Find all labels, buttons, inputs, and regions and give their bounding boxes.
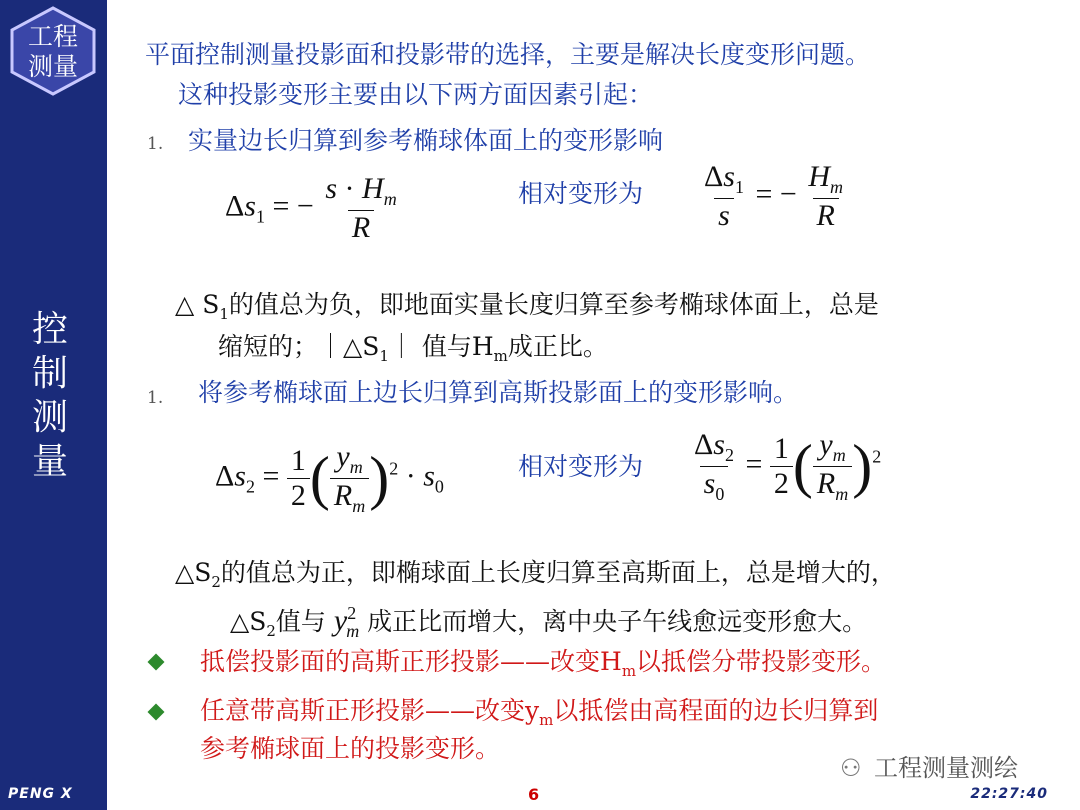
vertical-title-char: 控 xyxy=(31,309,68,350)
formula-delta-s2: $\Delta s_2$ = $\frac{1}{2}$ ( $\frac{y_m}{R_m}$ )$^2 \cdot s_0$ xyxy=(215,440,444,516)
item1-title: 实量边长归算到参考椭球体面上的变形影响 xyxy=(188,126,664,155)
bullet2-line2: 参考椭球面上的投影变形。 xyxy=(200,734,501,763)
vertical-title-char: 制 xyxy=(31,353,68,394)
item1-relative-label: 相对变形为 xyxy=(518,179,644,208)
bullet2-b: 以抵偿由高程面的边长归算到 xyxy=(553,696,879,725)
author-label: PENG X xyxy=(8,786,73,802)
watermark-text: 工程测量测绘 xyxy=(874,754,1018,782)
clock-time: 22:27:40 xyxy=(970,786,1048,802)
bullet-diamond-icon xyxy=(148,654,165,671)
page-number: 6 xyxy=(528,785,540,804)
bullet2-a: 任意带高斯正形投影——改变y xyxy=(200,696,540,725)
note1-line1 xyxy=(175,288,879,331)
note2-line2-b: 值与 xyxy=(275,607,326,636)
item2-number: 1. xyxy=(147,388,164,408)
vertical-title-char: 量 xyxy=(31,441,68,482)
item2-relative-label: 相对变形为 xyxy=(518,452,644,481)
note2-line2-sub: 2 xyxy=(266,622,276,640)
bullet1-a: 抵偿投影面的高斯正形投影——改变H xyxy=(200,647,622,676)
s-subscript: 1 xyxy=(219,305,229,323)
note2-line2-a: △S xyxy=(230,607,267,636)
item2-title: 将参考椭球面上边长归算到高斯投影面上的变形影响。 xyxy=(198,378,799,407)
vertical-title xyxy=(25,308,75,484)
formula-delta-s1: $\Delta s_1$ = − $\frac{s \cdot H_m}{R}$ xyxy=(225,172,397,244)
note2-line2 xyxy=(230,596,867,648)
note2-line1 xyxy=(175,556,896,599)
intro-line2: 这种投影变形主要由以下两方面因素引起： xyxy=(178,80,654,109)
note2-line1-sub: 2 xyxy=(211,573,221,591)
triangle-symbol: △ xyxy=(175,290,195,319)
bullet1-sub: m xyxy=(621,662,637,680)
note1-line2-c: 成正比。 xyxy=(507,332,608,361)
ym-squared: $y^2_m$ xyxy=(333,603,360,641)
note1-line2-b: ｜ 值与H xyxy=(388,332,494,361)
badge-title xyxy=(8,22,98,82)
bullet1-text xyxy=(200,645,886,688)
formula-relative-s2: $\frac{\Delta s_2}{s_0}$ = $\frac{1}{2}$ ( $\frac{y_m}{R_m}$ )$^2$ xyxy=(694,428,882,504)
note1-line2-sub: 1 xyxy=(379,347,389,365)
watermark xyxy=(840,748,1018,783)
bullet1-b: 以抵偿分带投影变形。 xyxy=(636,647,887,676)
note1-line2 xyxy=(218,330,608,373)
bullet2-sub: m xyxy=(539,711,554,729)
formula-relative-s1: $\frac{\Delta s_1}{s}$ = − $\frac{H_m}{R}$ xyxy=(704,160,843,232)
note1-line2-sub2: m xyxy=(493,347,508,365)
badge-line2: 测量 xyxy=(27,52,78,81)
s-symbol: S xyxy=(202,290,220,319)
note2-line2-c: 成正比而增大，离中央子午线愈远变形愈大。 xyxy=(367,607,868,636)
note1-line2-a: 缩短的；｜△S xyxy=(218,332,380,361)
bullet-diamond-icon xyxy=(148,704,165,721)
note1-text: 的值总为负，即地面实量长度归算至参考椭球体面上，总是 xyxy=(228,290,879,319)
vertical-title-char: 测 xyxy=(31,397,68,438)
note2-line1-a: △S xyxy=(175,558,212,587)
wechat-icon: ⚇ xyxy=(840,754,862,782)
intro-line1: 平面控制测量投影面和投影带的选择，主要是解决长度变形问题。 xyxy=(145,40,871,69)
bullet2-text xyxy=(200,694,878,737)
note2-line1-b: 的值总为正，即椭球面上长度归算至高斯面上，总是增大的， xyxy=(220,558,896,587)
badge-line1: 工程 xyxy=(27,22,78,51)
item1-number: 1. xyxy=(147,134,164,154)
